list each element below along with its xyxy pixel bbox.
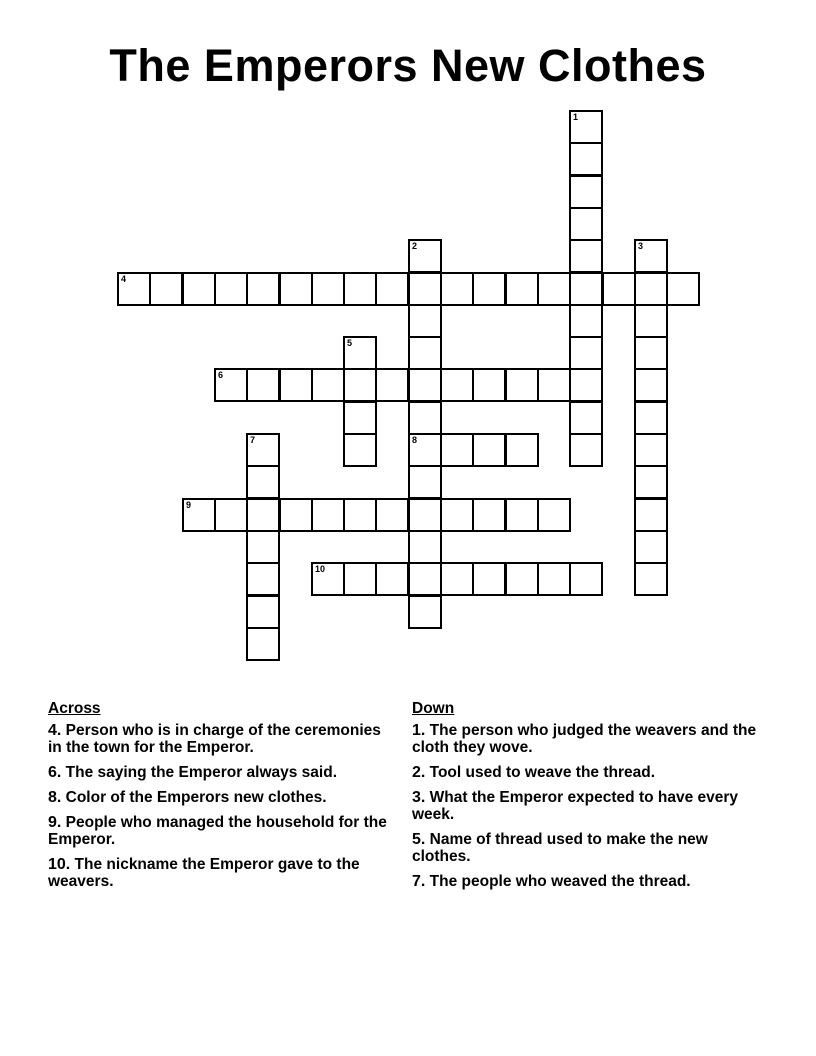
crossword-cell[interactable] [246, 272, 280, 306]
clue-text: Tool used to weave the thread. [425, 764, 656, 781]
crossword-cell[interactable] [117, 272, 151, 306]
crossword-cell[interactable] [569, 401, 603, 435]
puzzle-title: The Emperors New Clothes [109, 40, 707, 91]
crossword-cell[interactable] [246, 368, 280, 402]
crossword-cell[interactable] [343, 562, 377, 596]
crossword-cell[interactable] [634, 498, 668, 532]
clue-number: 1. [412, 722, 426, 739]
crossword-cell[interactable] [279, 498, 313, 532]
crossword-cell[interactable] [440, 562, 474, 596]
crossword-cell[interactable] [634, 401, 668, 435]
crossword-cell[interactable] [569, 110, 603, 144]
crossword-cell[interactable] [408, 465, 442, 499]
crossword-cell[interactable] [375, 562, 409, 596]
down-heading: Down [412, 700, 455, 717]
crossword-cell[interactable] [505, 562, 539, 596]
crossword-cell[interactable] [569, 562, 603, 596]
cell-number: 3 [638, 241, 644, 251]
crossword-cell[interactable] [537, 368, 571, 402]
crossword-cell[interactable] [408, 530, 442, 564]
crossword-cell[interactable] [343, 368, 377, 402]
crossword-cell[interactable] [408, 562, 442, 596]
clue-text: Name of thread used to make the new clothes. [412, 831, 708, 865]
clue-number: 3. [412, 789, 426, 806]
crossword-cell[interactable] [408, 272, 442, 306]
crossword-cell[interactable] [634, 239, 668, 273]
crossword-cell[interactable] [343, 433, 377, 467]
across-heading: Across [48, 700, 101, 717]
crossword-cell[interactable] [634, 530, 668, 564]
crossword-cell[interactable] [408, 401, 442, 435]
clue-number: 6. [48, 764, 62, 781]
crossword-cell[interactable] [311, 368, 345, 402]
crossword-cell[interactable] [311, 562, 345, 596]
crossword-cell[interactable] [279, 368, 313, 402]
clue-across [48, 764, 398, 781]
crossword-cell[interactable] [375, 368, 409, 402]
crossword-cell[interactable] [408, 368, 442, 402]
clue-text: What the Emperor expected to have every week. [412, 789, 739, 823]
crossword-cell[interactable] [408, 433, 442, 467]
clue-down [412, 873, 762, 890]
crossword-cell[interactable] [246, 498, 280, 532]
crossword-cell[interactable] [214, 272, 248, 306]
crossword-cell[interactable] [375, 272, 409, 306]
across-clues [48, 700, 398, 898]
clue-across [48, 814, 398, 848]
crossword-cell[interactable] [311, 498, 345, 532]
crossword-cell[interactable] [149, 272, 183, 306]
crossword-cell[interactable] [505, 272, 539, 306]
crossword-cell[interactable] [343, 336, 377, 370]
crossword-cell[interactable] [440, 498, 474, 532]
clue-text: The person who judged the weavers and the cloth they wove. [412, 722, 757, 756]
crossword-cell[interactable] [537, 272, 571, 306]
crossword-cell[interactable] [634, 433, 668, 467]
cell-number: 1 [573, 112, 579, 122]
crossword-cell[interactable] [569, 207, 603, 241]
clue-text: People who managed the household for the Emperor. [48, 814, 387, 848]
crossword-cell[interactable] [569, 433, 603, 467]
cell-number: 10 [315, 564, 326, 574]
crossword-cell[interactable] [343, 498, 377, 532]
crossword-cell[interactable] [182, 498, 216, 532]
crossword-cell[interactable] [634, 562, 668, 596]
crossword-cell[interactable] [634, 368, 668, 402]
crossword-cell[interactable] [408, 595, 442, 629]
clue-text: Color of the Emperors new clothes. [61, 789, 327, 806]
crossword-cell[interactable] [246, 530, 280, 564]
crossword-cell[interactable] [537, 562, 571, 596]
clue-number: 9. [48, 814, 62, 831]
crossword-cell[interactable] [666, 272, 700, 306]
clue-number: 4. [48, 722, 62, 739]
crossword-cell[interactable] [408, 239, 442, 273]
crossword-cell[interactable] [408, 498, 442, 532]
clue-down [412, 722, 762, 756]
crossword-cell[interactable] [634, 304, 668, 338]
crossword-cell[interactable] [408, 336, 442, 370]
cell-number: 8 [412, 435, 418, 445]
crossword-cell[interactable] [246, 595, 280, 629]
crossword-cell[interactable] [505, 498, 539, 532]
clue-down [412, 831, 762, 865]
crossword-cell[interactable] [246, 433, 280, 467]
crossword-cell[interactable] [634, 465, 668, 499]
crossword-cell[interactable] [569, 368, 603, 402]
crossword-cell[interactable] [408, 304, 442, 338]
crossword-cell[interactable] [472, 562, 506, 596]
crossword-cell[interactable] [634, 272, 668, 306]
crossword-cell[interactable] [569, 272, 603, 306]
crossword-cell[interactable] [440, 272, 474, 306]
crossword-cell[interactable] [569, 304, 603, 338]
crossword-cell[interactable] [343, 272, 377, 306]
crossword-cell[interactable] [569, 142, 603, 176]
crossword-cell[interactable] [569, 175, 603, 209]
crossword-cell[interactable] [214, 368, 248, 402]
clue-number: 5. [412, 831, 426, 848]
cell-number: 9 [186, 500, 192, 510]
clue-number: 8. [48, 789, 62, 806]
clue-text: Person who is in charge of the ceremonies in the town for the Emperor. [48, 722, 381, 756]
crossword-cell[interactable] [472, 272, 506, 306]
crossword-cell[interactable] [505, 368, 539, 402]
crossword-cell[interactable] [279, 272, 313, 306]
clue-across [48, 722, 398, 756]
crossword-cell[interactable] [311, 272, 345, 306]
crossword-cell[interactable] [602, 272, 636, 306]
clue-down [412, 764, 762, 781]
clue-number: 2. [412, 764, 426, 781]
clue-across [48, 856, 398, 890]
cell-number: 2 [412, 241, 418, 251]
crossword-cell[interactable] [505, 433, 539, 467]
cell-number: 4 [121, 274, 127, 284]
crossword-cell[interactable] [440, 368, 474, 402]
cell-number: 5 [347, 338, 353, 348]
crossword-cell[interactable] [246, 465, 280, 499]
crossword-cell[interactable] [375, 498, 409, 532]
crossword-cell[interactable] [472, 433, 506, 467]
clue-number: 7. [412, 873, 426, 890]
cell-number: 7 [250, 435, 256, 445]
crossword-cell[interactable] [472, 498, 506, 532]
crossword-cell[interactable] [343, 401, 377, 435]
cell-number: 6 [218, 370, 224, 380]
clue-down [412, 789, 762, 823]
crossword-cell[interactable] [634, 336, 668, 370]
crossword-cell[interactable] [440, 433, 474, 467]
down-clues [412, 700, 762, 898]
clue-text: The saying the Emperor always said. [61, 764, 337, 781]
crossword-cell[interactable] [214, 498, 248, 532]
crossword-cell[interactable] [569, 336, 603, 370]
clue-text: The people who weaved the thread. [425, 873, 691, 890]
crossword-cell[interactable] [472, 368, 506, 402]
crossword-cell[interactable] [569, 239, 603, 273]
crossword-cell[interactable] [182, 272, 216, 306]
crossword-cell[interactable] [246, 627, 280, 661]
clue-number: 10. [48, 856, 71, 873]
clue-across [48, 789, 398, 806]
crossword-cell[interactable] [537, 498, 571, 532]
clue-text: The nickname the Emperor gave to the weavers. [48, 856, 360, 890]
crossword-cell[interactable] [246, 562, 280, 596]
